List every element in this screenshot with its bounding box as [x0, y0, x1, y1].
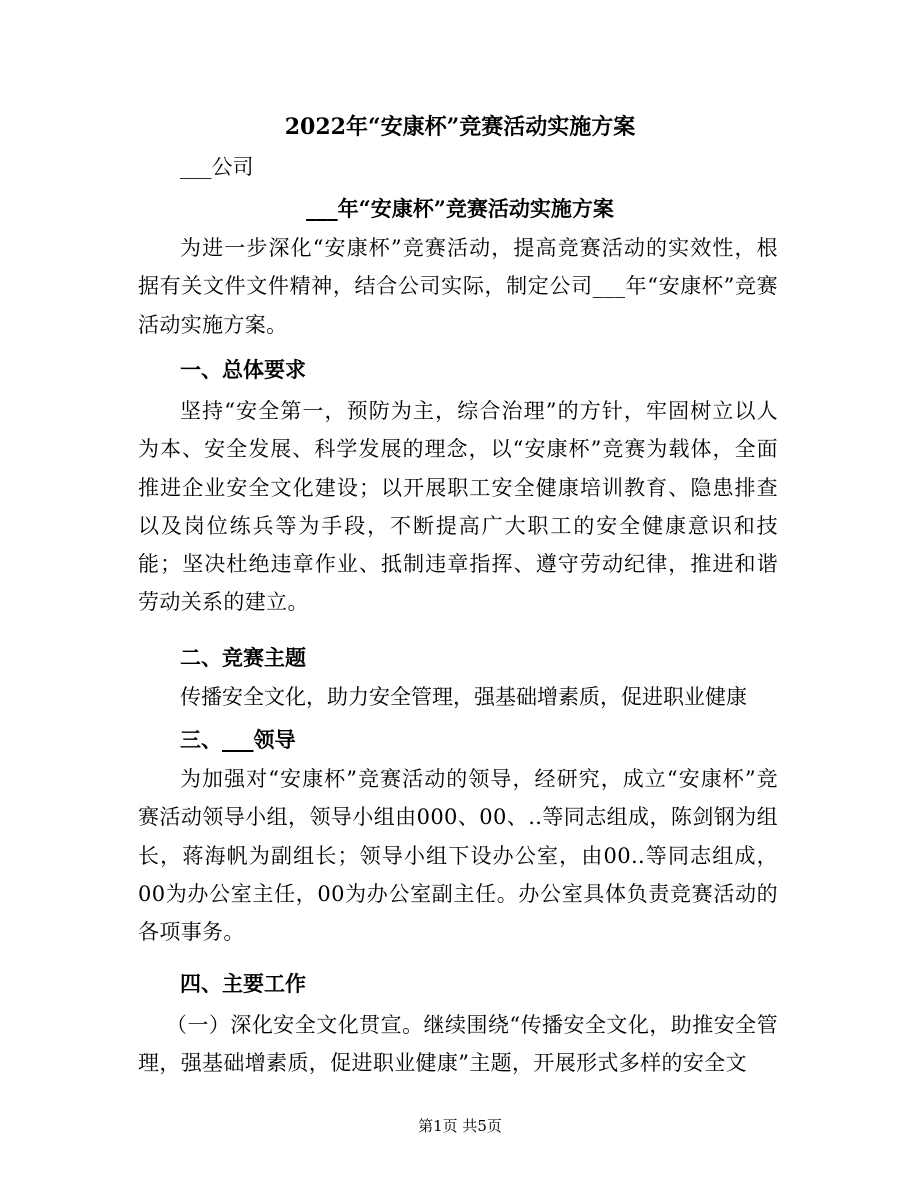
section-general-requirements-body: 坚持“安全第一，预防为主，综合治理”的方针，牢固树立以人为本、安全发展、科学发展的理念，以“安康杯”竞赛为载体，全面推进企业安全文化建设；以开展职工安全健康培训教育、隐患排查以及岗位练兵等为手段，不断提高广大职工的安全健康意识和技能；坚决杜绝违章作业、抵制违章指挥、遵守劳动纪律，推进和谐劳动关系的建立。 [138, 399, 778, 615]
section-main-work-body: （一）深化安全文化贯宣。继续围绕“传播安全文化，助推安全管理，强基础增素质，促进职业健康”主题，开展形式多样的安全文 [138, 1013, 778, 1076]
section-leadership-body: 为加强对“安康杯”竞赛活动的领导，经研究，成立“安康杯”竞赛活动领导小组，领导小组由000、00、..等同志组成，陈剑钢为组长，蒋海帆为副组长；领导小组下设办公室，由00..等同志组成，00为办公室主任，00为办公室副主任。办公室具体负责竞赛活动的各项事务。 [138, 767, 778, 945]
plan-subtitle: ___年“安康杯”竞赛活动实施方案 [306, 196, 614, 221]
intro-paragraph: 为进一步深化“安康杯”竞赛活动，提高竞赛活动的实效性，根据有关文件文件精神，结合公司实际，制定公司___年“安康杯”竞赛活动实施方案。 [138, 236, 778, 337]
section-heading-theme: 二、竞赛主题 [180, 645, 306, 670]
page-number-footer: 第1页 共5页 [418, 1117, 502, 1135]
section-theme-body: 传播安全文化，助力安全管理，强基础增素质，促进职业健康 [180, 685, 747, 709]
section-heading-main-work: 四、主要工作 [180, 971, 306, 996]
section-heading-general-requirements: 一、总体要求 [180, 357, 306, 382]
document-title: 2022年“安康杯”竞赛活动实施方案 [284, 114, 636, 140]
section-heading-leadership: 三、___领导 [180, 727, 296, 752]
company-line: ___公司 [180, 155, 254, 179]
